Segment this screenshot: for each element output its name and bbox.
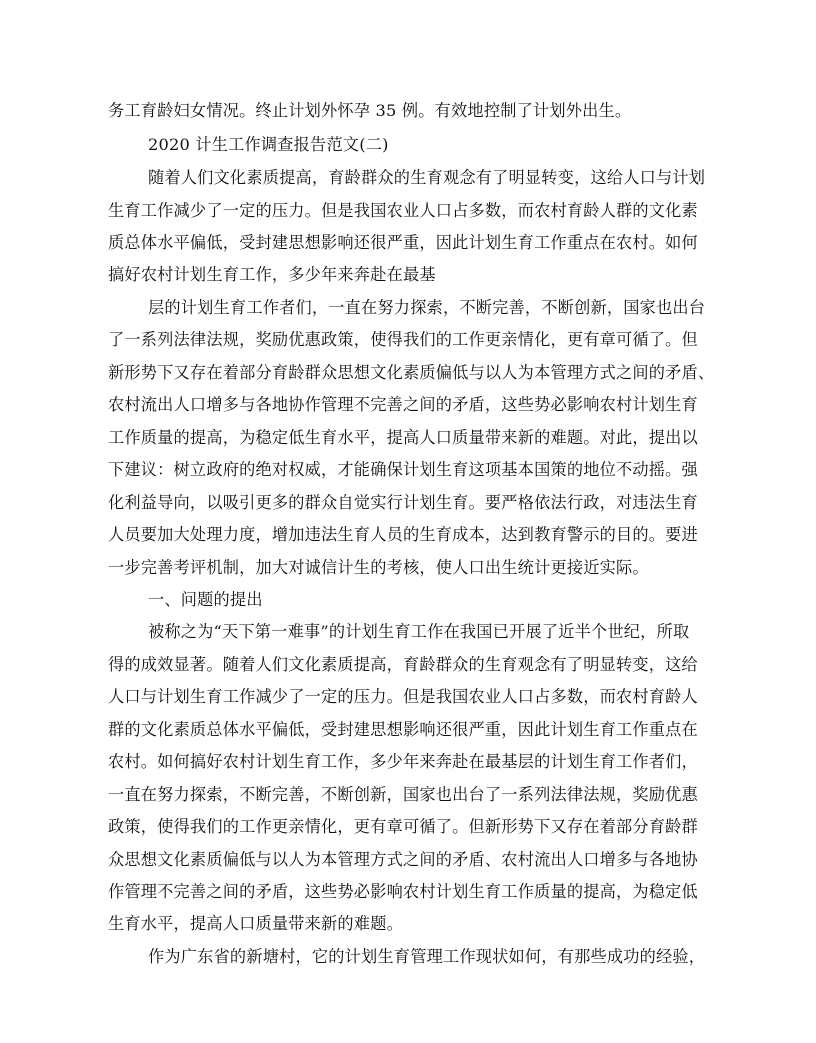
text-line-5: 质总体水平偏低，受封建思想影响还很严重，因此计划生育工作重点在农村。如何	[108, 233, 698, 252]
text-line-13: 化利益导向，以吸引更多的群众自觉实行计划生育。要严格依法行政，对违法生育	[108, 493, 698, 512]
text-line-20: 群的文化素质总体水平偏低，受封建思想影响还很严重，因此计划生育工作重点在	[108, 720, 698, 739]
section-heading-question: 一、问题的提出	[148, 590, 263, 609]
text-line-1: 务工育龄妇女情况。终止计划外怀孕 35 例。有效地控制了计划外出生。	[108, 101, 632, 120]
text-line-9: 新形势下又存在着部分育龄群众思想文化素质偏低与以人为本管理方式之间的矛盾、	[108, 363, 715, 382]
section-heading-fanwen-2: 2020 计生工作调查报告范文(二)	[148, 135, 389, 154]
text-line-23: 政策，使得我们的工作更亲情化，更有章可循了。但新形势下又存在着部分育龄群	[108, 817, 698, 836]
text-line-12: 下建议：树立政府的绝对权威，才能确保计划生育这项基本国策的地位不动摇。强	[108, 460, 698, 479]
text-line-11: 工作质量的提高，为稳定低生育水平，提高人口质量带来新的难题。对此，提出以	[108, 428, 698, 447]
text-line-27: 作为广东省的新塘村，它的计划生育管理工作现状如何，有那些成功的经验，	[148, 947, 706, 966]
text-line-15: 一步完善考评机制，加大对诚信计生的考核，使人口出生统计更接近实际。	[108, 558, 649, 577]
text-line-4: 生育工作减少了一定的压力。但是我国农业人口占多数，而农村育龄人群的文化素	[108, 201, 698, 220]
text-line-17: 被称之为“天下第一难事”的计划生育工作在我国已开展了近半个世纪，所取	[148, 622, 690, 641]
text-line-18: 得的成效显著。随着人们文化素质提高，育龄群众的生育观念有了明显转变，这给	[108, 655, 698, 674]
text-line-8: 了一系列法律法规，奖励优惠政策，使得我们的工作更亲情化，更有章可循了。但	[108, 330, 698, 349]
text-line-14: 人员要加大处理力度，增加违法生育人员的生育成本，达到教育警示的目的。要进	[108, 525, 698, 544]
text-line-19: 人口与计划生育工作减少了一定的压力。但是我国农业人口占多数，而农村育龄人	[108, 687, 698, 706]
text-line-3: 随着人们文化素质提高，育龄群众的生育观念有了明显转变，这给人口与计划	[148, 168, 706, 187]
text-line-21: 农村。如何搞好农村计划生育工作，多少年来奔赴在最基层的计划生育工作者们，	[108, 752, 698, 771]
text-line-26: 生育水平，提高人口质量带来新的难题。	[108, 914, 403, 933]
text-line-24: 众思想文化素质偏低与以人为本管理方式之间的矛盾、农村流出人口增多与各地协	[108, 850, 698, 869]
text-line-25: 作管理不完善之间的矛盾，这些势必影响农村计划生育工作质量的提高，为稳定低	[108, 882, 698, 901]
text-line-10: 农村流出人口增多与各地协作管理不完善之间的矛盾，这些势必影响农村计划生育	[108, 395, 698, 414]
text-line-7: 层的计划生育工作者们，一直在努力探索，不断完善，不断创新，国家也出台	[148, 298, 706, 317]
text-line-6: 搞好农村计划生育工作，多少年来奔赴在最基	[108, 265, 436, 284]
text-line-22: 一直在努力探索，不断完善，不断创新，国家也出台了一系列法律法规，奖励优惠	[108, 785, 698, 804]
